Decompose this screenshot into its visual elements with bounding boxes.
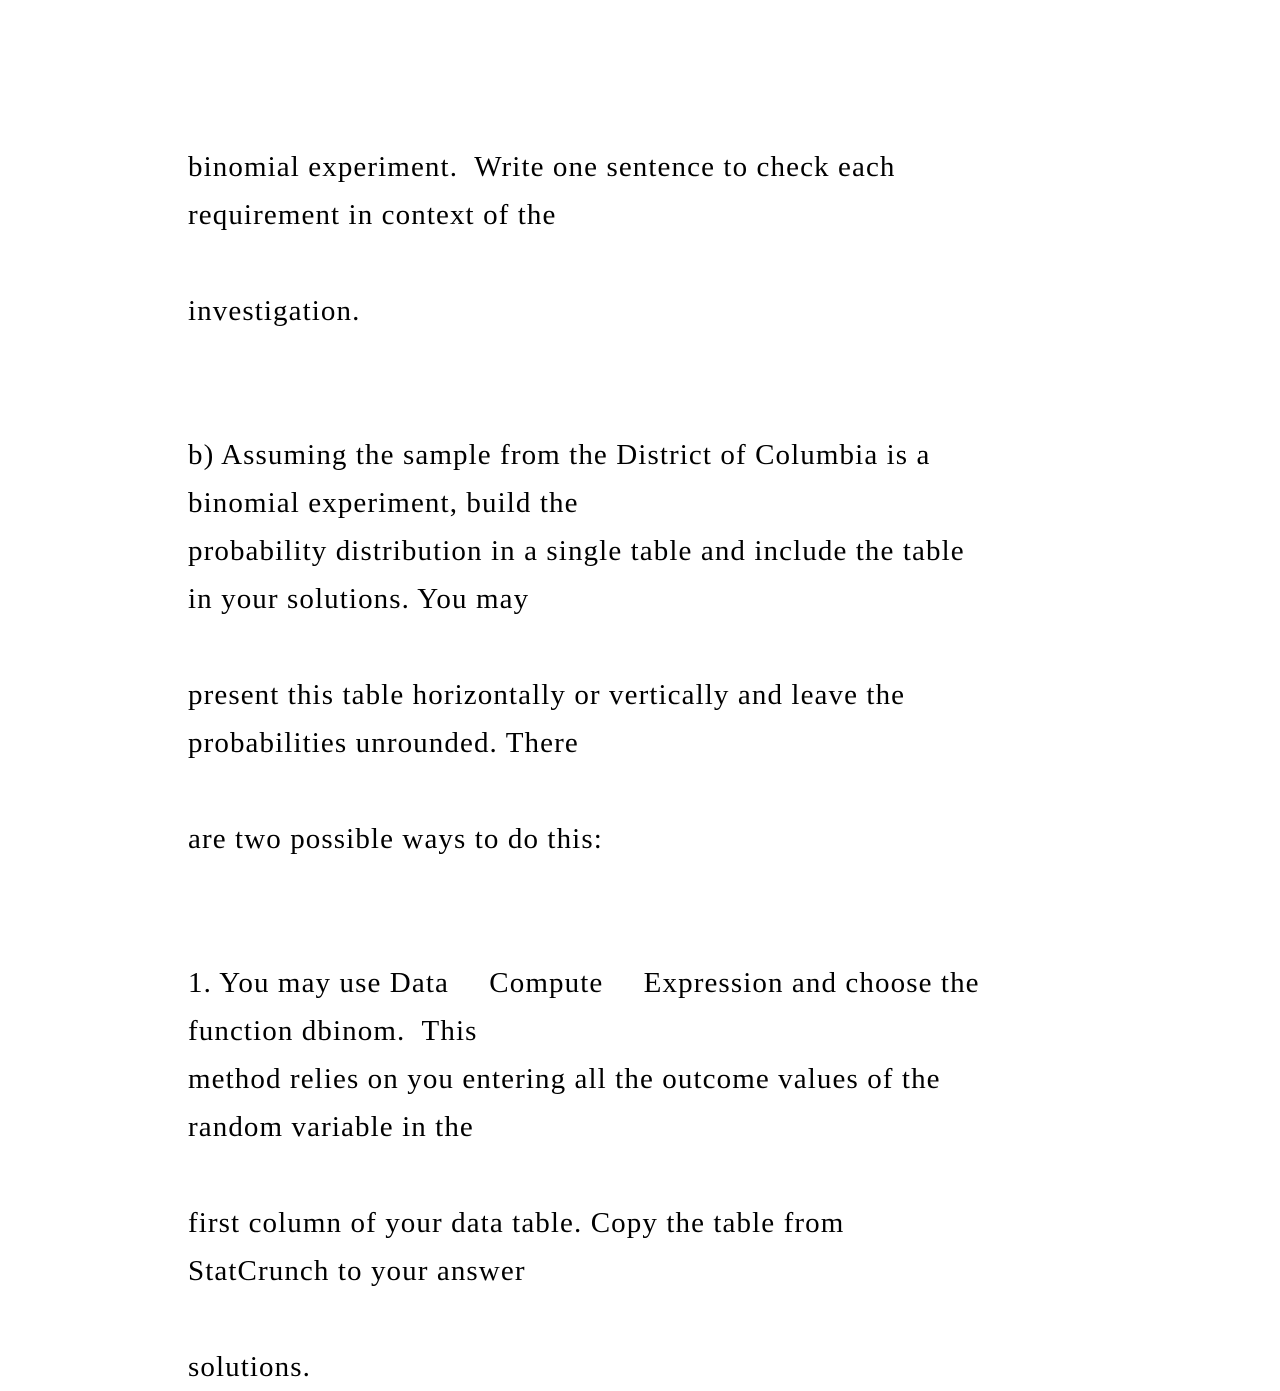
text-line: investigation.: [188, 295, 361, 327]
text-line: requirement in context of the: [188, 199, 557, 231]
text-line: random variable in the: [188, 1111, 474, 1143]
text-line: probabilities unrounded. There: [188, 727, 579, 759]
text-line: method relies on you entering all the outcome values of the: [188, 1063, 941, 1095]
text-line: b) Assuming the sample from the District of Columbia is a: [188, 439, 931, 471]
text-line: function dbinom. This: [188, 1015, 478, 1047]
text-line: 1. You may use Data Compute Expression and choose the: [188, 967, 950, 999]
text-line: solutions.: [188, 1351, 311, 1383]
text-line: first column of your data table. Copy the table from: [188, 1207, 845, 1239]
text-line: StatCrunch to your answer: [188, 1255, 526, 1287]
text-line: binomial experiment, build the: [188, 487, 579, 519]
text-line: in your solutions. You may: [188, 583, 530, 615]
text-line: binomial experiment. Write one sentence to check each: [188, 151, 896, 183]
text-line: present this table horizontally or vertically and leave the: [188, 679, 906, 711]
text-line: probability distribution in a single table and include the table: [188, 535, 965, 567]
text-line: are two possible ways to do this:: [188, 823, 603, 855]
